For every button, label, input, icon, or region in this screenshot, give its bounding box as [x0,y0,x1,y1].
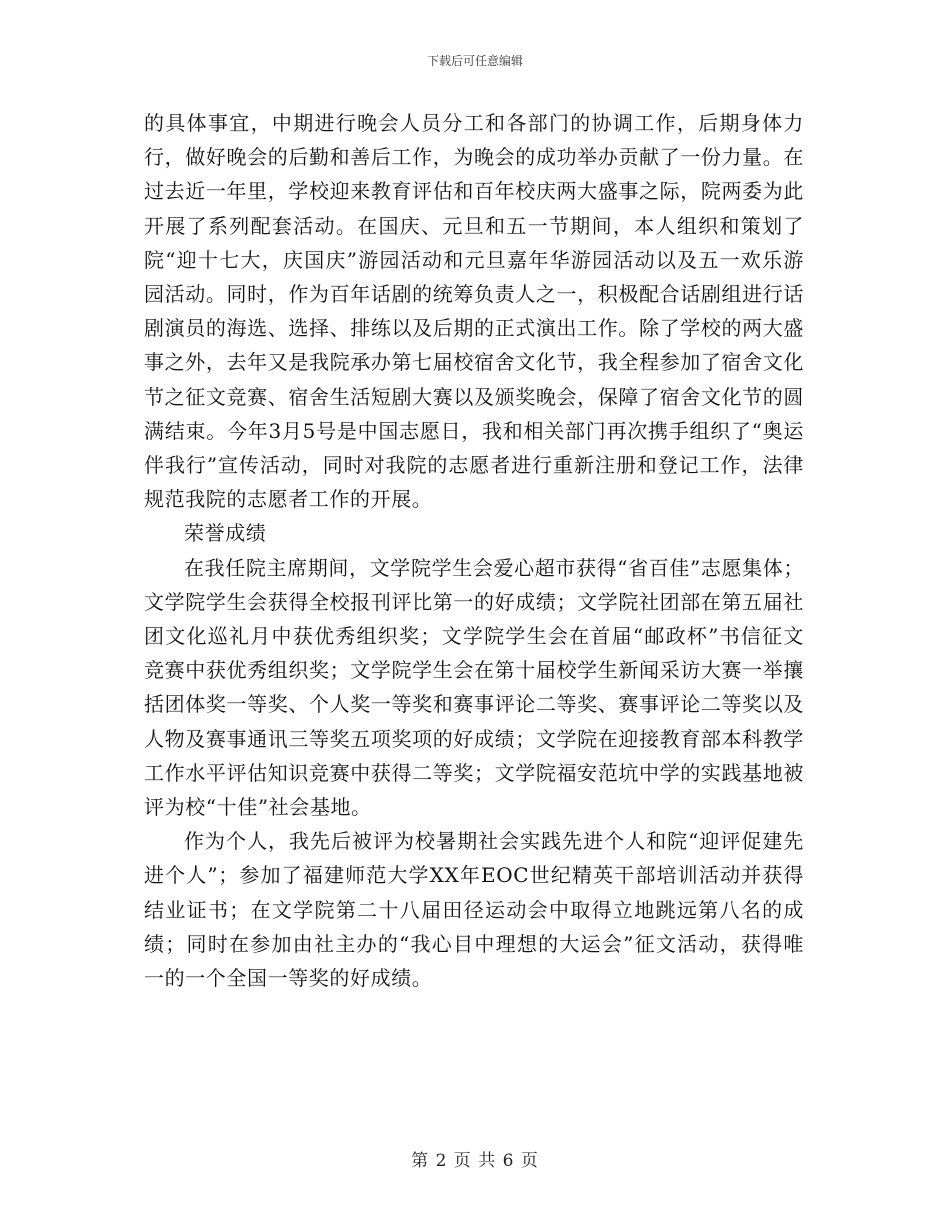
section-title-honors: 荣誉成绩 [184,521,267,546]
document-body [144,106,804,995]
page-number-footer: 第 2 页 共 6 页 [411,1151,539,1171]
body-paragraph-1: 的具体事宜，中期进行晚会人员分工和各部门的协调工作，后期身体力行，做好晚会的后勤和善后工作，为晚会的成功举办贡献了一份力量。在过去近一年里，学校迎来教育评估和百年校庆两大盛事之际，院两委为此开展了系列配套活动。在国庆、元旦和五一节期间，本人组织和策划了院“迎十七大，庆国庆”游园活动和元旦嘉年华游园活动以及五一欢乐游园活动。同时，作为百年话剧的统筹负责人之一，积极配合话剧组进行话剧演员的海选、选择、排练以及后期的正式演出工作。除了学校的两大盛事之外，去年又是我院承办第七届校宿舍文化节，我全程参加了宿舍文化节之征文竞赛、宿舍生活短剧大赛以及颁奖晚会，保障了宿舍文化节的圆满结束。今年3月5号是中国志愿日，我和相关部门再次携手组织了“奥运伴我行”宣传活动，同时对我院的志愿者进行重新注册和登记工作，法律规范我院的志愿者工作的开展。 [144,111,804,512]
body-paragraph-3: 作为个人，我先后被评为校暑期社会实践先进个人和院“迎评促建先进个人”；参加了福建师范大学XX年EOC世纪精英干部培训活动并获得结业证书；在文学院第二十八届田径运动会中取得立地跳远第八名的成绩；同时在参加由社主办的“我心目中理想的大运会”征文活动，获得唯一的一个全国一等奖的好成绩。 [144,829,804,991]
page-header: 下载后可任意编辑 [426,54,523,68]
body-paragraph-2: 在我任院主席期间，文学院学生会爱心超市获得“省百佳”志愿集体；文学院学生会获得全校报刊评比第一的好成绩；文学院社团部在第五届社团文化巡礼月中获优秀组织奖；文学院学生会在首届“邮政杯”书信征文竞赛中获优秀组织奖；文学院学生会在第十届校学生新闻采访大赛一举攘括团体奖一等奖、个人奖一等奖和赛事评论二等奖、赛事评论二等奖以及人物及赛事通讯三等奖五项奖项的好成绩；文学院在迎接教育部本科教学工作水平评估知识竞赛中获得二等奖；文学院福安范坑中学的实践基地被评为校“十佳”社会基地。 [144,555,804,820]
